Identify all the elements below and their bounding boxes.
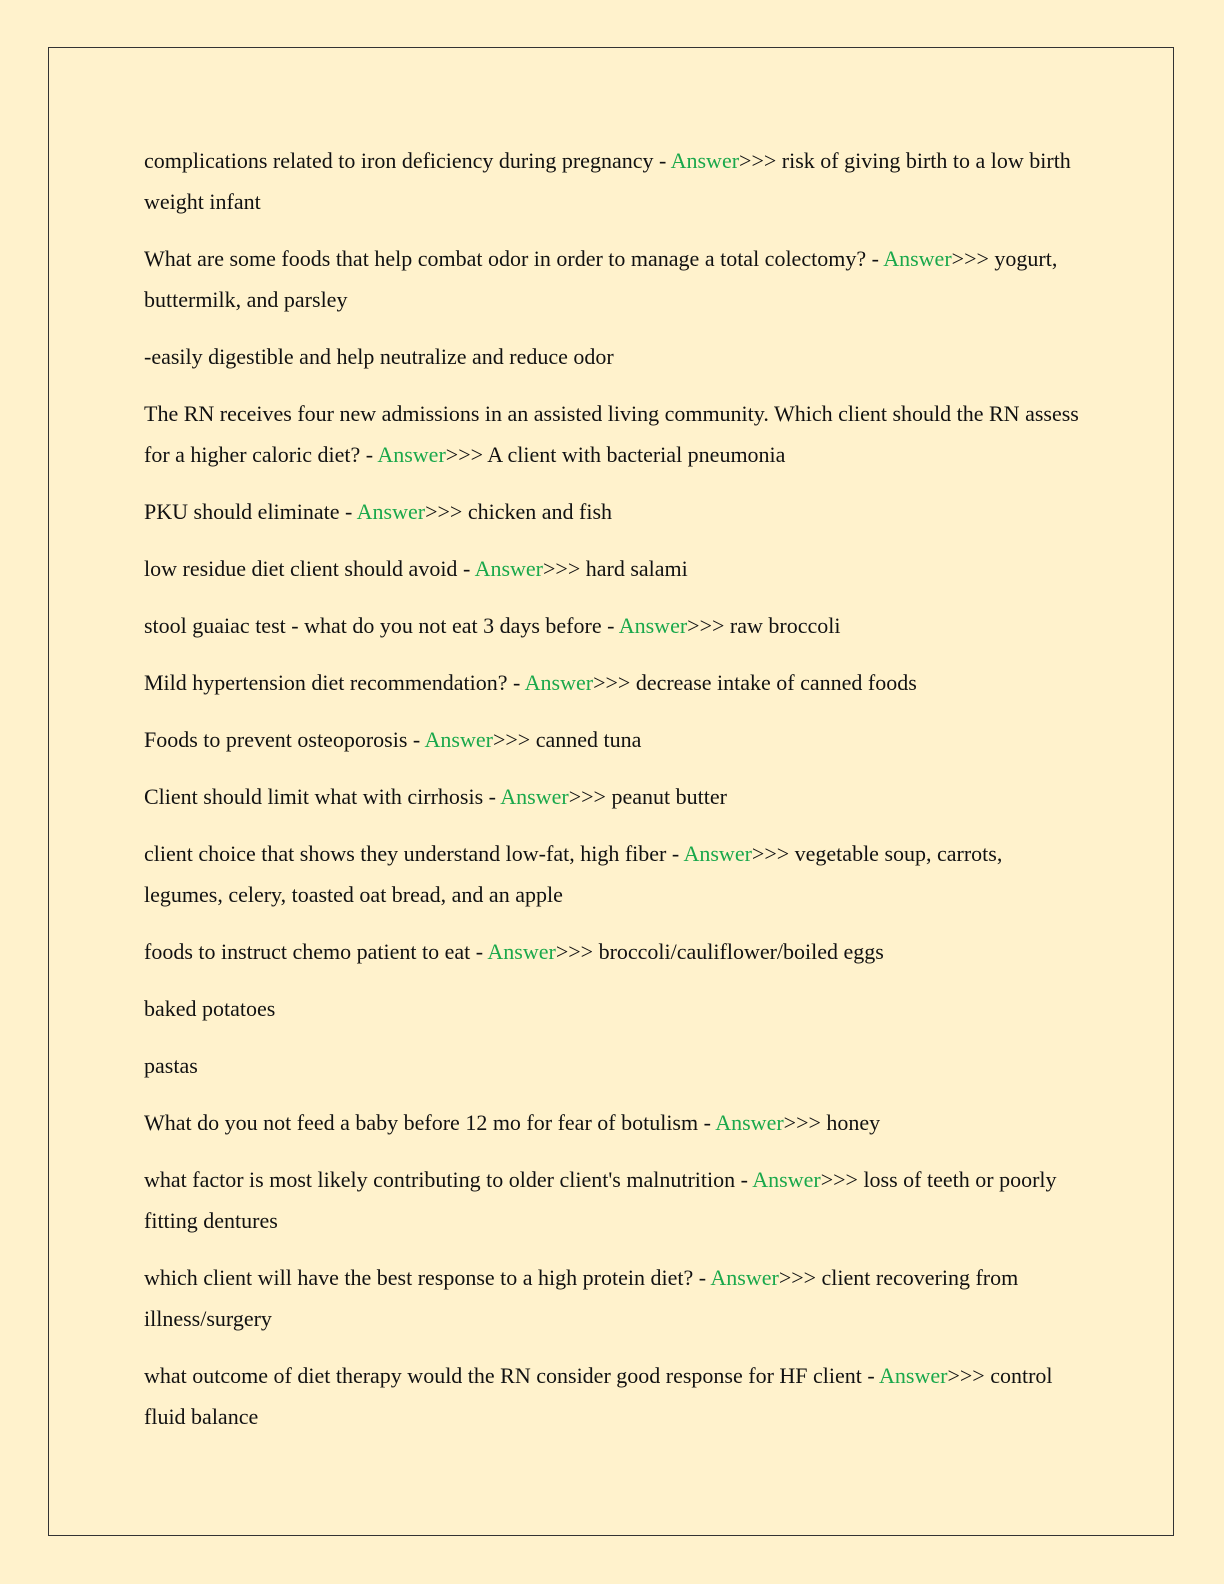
separator: - xyxy=(866,246,884,271)
qa-entry xyxy=(144,662,1084,703)
answer-text: broccoli/cauliflower/boiled eggs xyxy=(593,939,884,964)
question-text: low residue diet client should avoid xyxy=(144,556,458,581)
separator: - xyxy=(507,670,525,695)
answer-text: loss of teeth or poorly fitting dentures xyxy=(144,1167,1057,1233)
answer-marker: >>> xyxy=(751,841,790,866)
separator: - xyxy=(339,499,357,524)
question-text: PKU should eliminate xyxy=(144,499,340,524)
qa-entry xyxy=(144,140,1084,222)
qa-entry xyxy=(144,491,1084,532)
separator: - xyxy=(653,148,671,173)
answer-label: Answer xyxy=(524,670,594,695)
answer-label: Answer xyxy=(377,442,446,467)
answer-marker: >>> xyxy=(492,727,531,752)
separator: - xyxy=(666,841,684,866)
answer-marker: >>> xyxy=(445,442,484,467)
answer-marker: >>> xyxy=(951,246,989,271)
answer-label: Answer xyxy=(883,246,952,271)
question-text: What do you not feed a baby before 12 mo for fear of botulism xyxy=(144,1110,699,1135)
answer-label: Answer xyxy=(500,784,569,809)
answer-text: decrease intake of canned foods xyxy=(630,670,917,695)
answer-marker: >>> xyxy=(543,556,581,581)
qa-entry xyxy=(144,1355,1084,1437)
answer-text: canned tuna xyxy=(530,727,642,752)
answer-marker: >>> xyxy=(739,148,777,173)
question-text: The RN receives four new admissions in an assisted living community. Which client should the RN assess for a higher caloric diet? xyxy=(144,401,1079,467)
answer-label: Answer xyxy=(670,148,740,173)
answer-text: peanut butter xyxy=(605,784,727,809)
answer-marker: >>> xyxy=(425,499,463,524)
answer-marker: >>> xyxy=(783,1110,821,1135)
separator: - xyxy=(698,1110,716,1135)
answer-label: Answer xyxy=(618,613,688,638)
answer-text: client recovering from illness/surgery xyxy=(144,1265,1019,1331)
answer-text: raw broccoli xyxy=(724,613,841,638)
answer-label: Answer xyxy=(356,499,426,524)
answer-marker: >>> xyxy=(593,670,631,695)
question-text: stool guaiac test - what do you not eat 3 days before xyxy=(144,613,602,638)
note-line: baked potatoes xyxy=(144,996,276,1021)
qa-entry xyxy=(144,1159,1084,1241)
question-text: Mild hypertension diet recommendation? xyxy=(144,670,508,695)
question-text: Foods to prevent osteoporosis xyxy=(144,727,408,752)
answer-marker: >>> xyxy=(820,1167,858,1192)
answer-text: chicken and fish xyxy=(462,499,613,524)
answer-label: Answer xyxy=(752,1167,821,1192)
separator: - xyxy=(483,784,501,809)
separator: - xyxy=(360,442,378,467)
separator: - xyxy=(693,1265,711,1290)
separator: - xyxy=(457,556,475,581)
qa-entry xyxy=(144,605,1084,646)
note-line: -easily digestible and help neutralize and reduce odor xyxy=(144,344,614,369)
qa-entry xyxy=(144,548,1084,589)
answer-marker: >>> xyxy=(687,613,725,638)
answer-text: hard salami xyxy=(580,556,688,581)
answer-label: Answer xyxy=(487,939,556,964)
separator: - xyxy=(861,1363,880,1388)
qa-entry xyxy=(144,776,1084,817)
question-text: which client will have the best response to a high protein diet? xyxy=(144,1265,694,1290)
answer-text: yogurt, buttermilk, and parsley xyxy=(144,246,1058,312)
answer-text: risk of giving birth to a low birth weight infant xyxy=(144,148,1071,214)
qa-entry xyxy=(144,931,1084,972)
note-line: pastas xyxy=(144,1053,198,1078)
question-text: foods to instruct chemo patient to eat xyxy=(144,939,471,964)
answer-label: Answer xyxy=(710,1265,779,1290)
answer-label: Answer xyxy=(683,841,752,866)
qa-entry xyxy=(144,238,1084,320)
answer-marker: >>> xyxy=(947,1363,985,1388)
question-text: What are some foods that help combat odor in order to manage a total colectomy? xyxy=(144,246,867,271)
question-text: what outcome of diet therapy would the RN consider good response for HF client xyxy=(144,1363,862,1388)
qa-entry xyxy=(144,1102,1084,1143)
question-text: client choice that shows they understand low-fat, high fiber xyxy=(144,841,667,866)
answer-label: Answer xyxy=(474,556,543,581)
answer-marker: >>> xyxy=(568,784,606,809)
separator: - xyxy=(470,939,488,964)
answer-label: Answer xyxy=(424,727,493,752)
qa-list xyxy=(144,140,1084,1453)
answer-text: honey xyxy=(820,1110,881,1135)
question-text: what factor is most likely contributing to older client's malnutrition xyxy=(144,1167,736,1192)
answer-label: Answer xyxy=(715,1110,784,1135)
qa-entry xyxy=(144,719,1084,760)
answer-label: Answer xyxy=(879,1363,948,1388)
answer-text: A client with bacterial pneumonia xyxy=(483,442,786,467)
answer-text: vegetable soup, carrots, legumes, celery, toasted oat bread, and an apple xyxy=(144,841,1003,907)
question-text: complications related to iron deficiency during pregnancy xyxy=(144,148,654,173)
answer-text: control fluid balance xyxy=(144,1363,1053,1429)
qa-entry xyxy=(144,833,1084,915)
answer-marker: >>> xyxy=(555,939,594,964)
separator: - xyxy=(601,613,619,638)
qa-entry xyxy=(144,1257,1084,1339)
separator: - xyxy=(407,727,425,752)
answer-marker: >>> xyxy=(778,1265,817,1290)
question-text: Client should limit what with cirrhosis xyxy=(144,784,484,809)
qa-entry xyxy=(144,393,1084,475)
separator: - xyxy=(735,1167,753,1192)
